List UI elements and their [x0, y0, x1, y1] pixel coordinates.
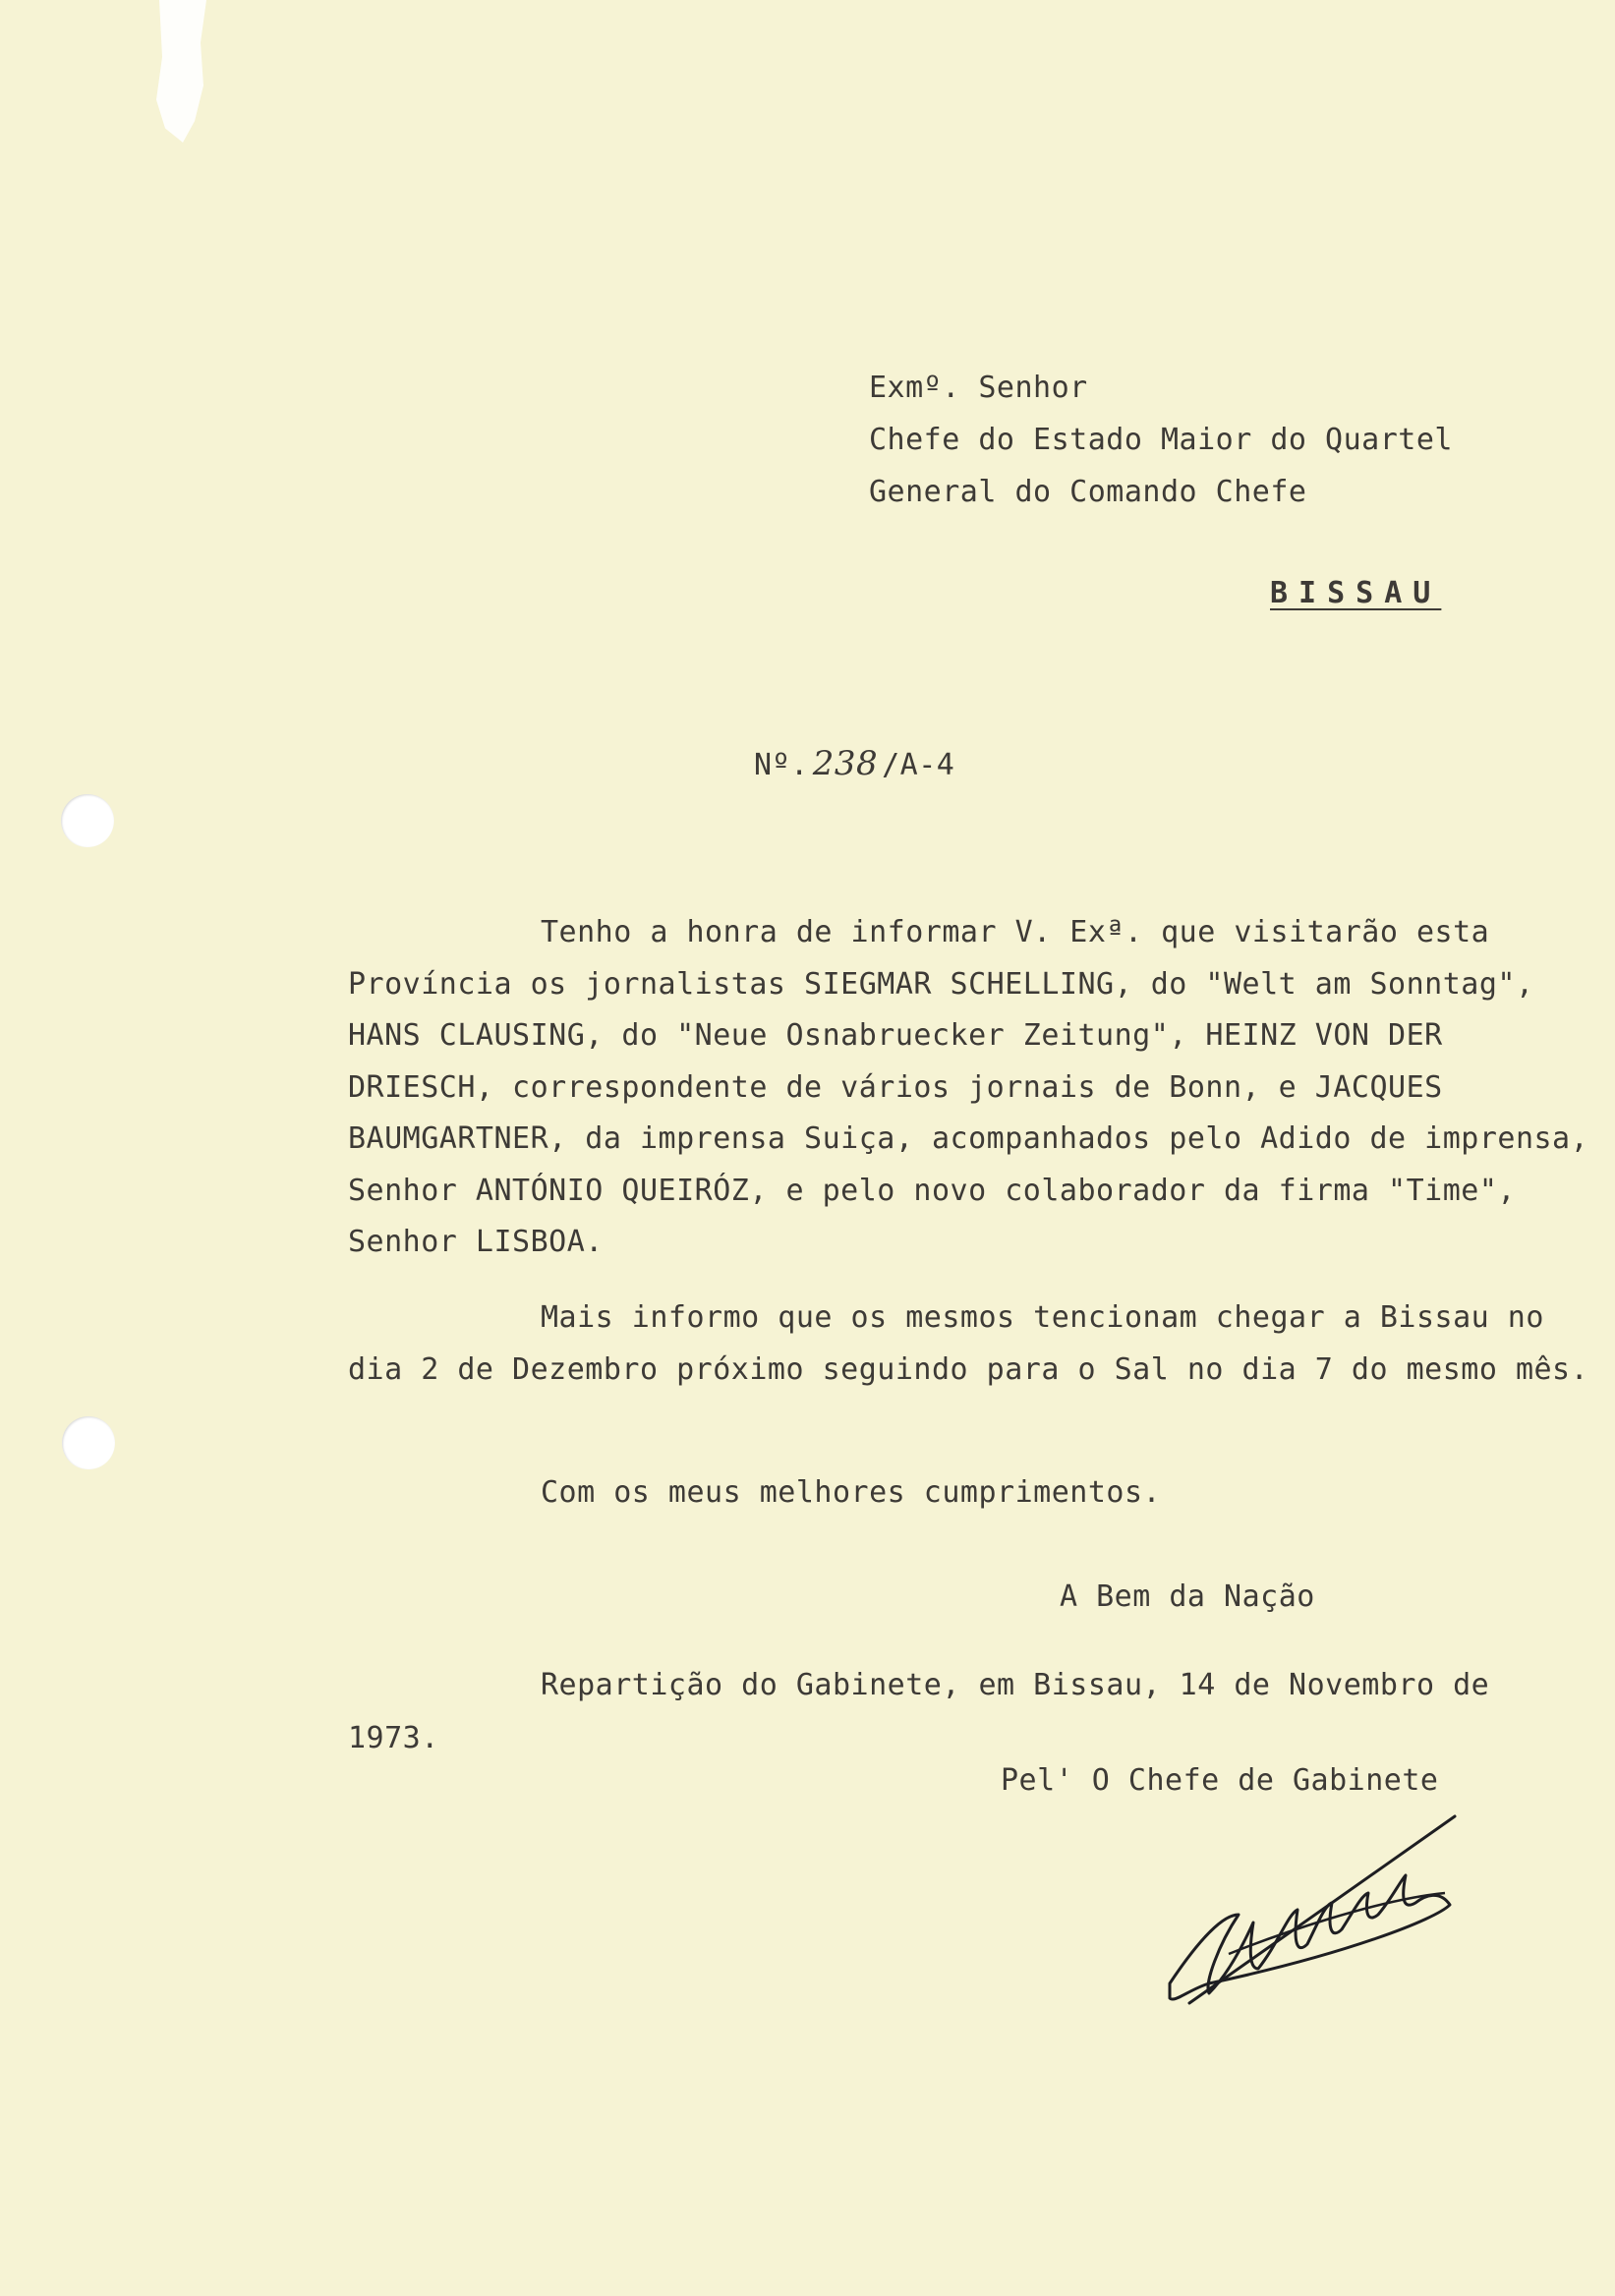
paragraph-1-text: Tenho a honra de informar V. Exª. que visitarão esta Província os jornalistas SIEGMAR SCHELLING, do "Welt am Sonntag", HANS CLAUSING, do "Neue Osnabruecker Zeitung", HEINZ VON DER DRIESCH, correspondente de vários jornais de Bonn, e JACQUES BAUMGARTNER, da imprensa Suiça, acompanhados pelo Adido de imprensa, Senhor ANTÓNIO QUEIRÓZ, e pelo novo colaborador da firma "Time", Senhor LISBOA.: [348, 915, 1589, 1259]
paragraph-2-text: Mais informo que os mesmos tencionam chegar a Bissau no dia 2 de Dezembro próximo seguindo para o Sal no dia 7 do mesmo mês.: [348, 1300, 1589, 1387]
closing-line: Com os meus melhores cumprimentos.: [541, 1475, 1162, 1510]
place-date-line: Repartição do Gabinete, em Bissau, 14 de Novembro de: [541, 1668, 1490, 1702]
punch-hole-bottom: [62, 1416, 115, 1469]
torn-corner: [147, 0, 206, 143]
addressee-salutation: Exmº. Senhor: [869, 371, 1088, 405]
body-paragraph-2: [348, 1292, 1596, 1396]
body-paragraph-1: [348, 907, 1596, 1269]
year-line: 1973.: [348, 1721, 439, 1755]
reference-suffix: /A-4: [882, 748, 955, 782]
handwritten-signature: [1150, 1807, 1465, 2013]
motto: A Bem da Nação: [1060, 1579, 1315, 1614]
signatory-role: Pel' O Chefe de Gabinete: [1001, 1763, 1439, 1798]
reference-number: [754, 744, 955, 783]
reference-prefix: Nº.: [754, 748, 809, 782]
addressee-city: BISSAU: [1270, 576, 1442, 610]
reference-handwritten-number: 238: [812, 744, 879, 783]
punch-hole-top: [61, 794, 114, 847]
addressee-title: Chefe do Estado Maior do Quartel: [869, 423, 1453, 457]
addressee-command: General do Comando Chefe: [869, 475, 1307, 509]
